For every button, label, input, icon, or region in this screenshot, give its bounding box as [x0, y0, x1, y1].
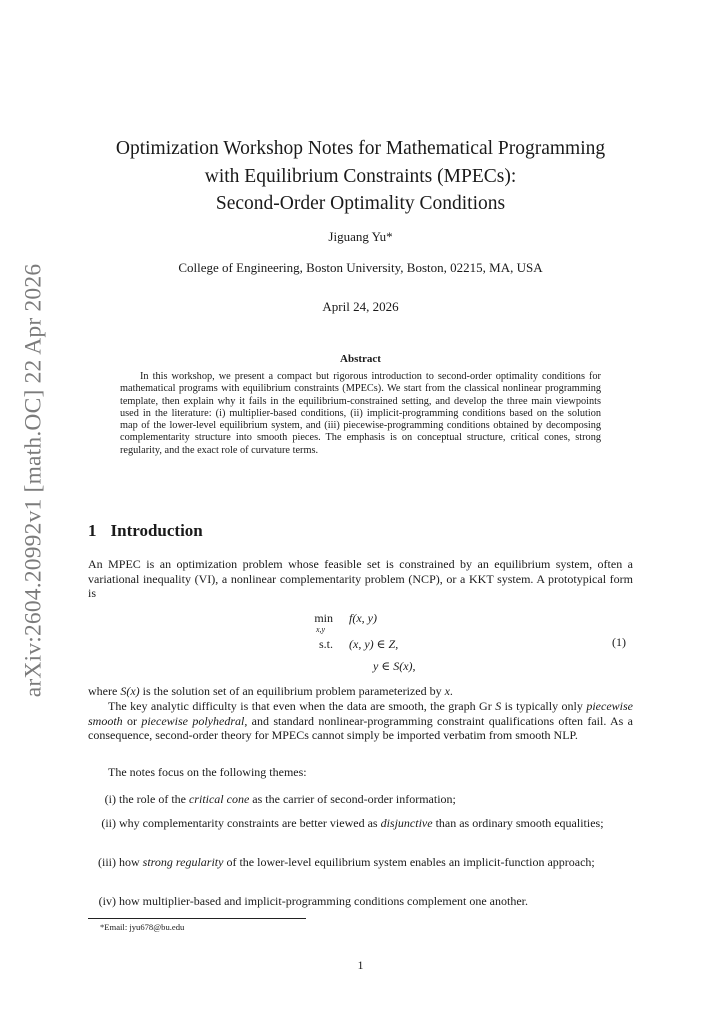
- list-item-label: (ii): [101, 816, 116, 830]
- affiliation: College of Engineering, Boston University, Boston, 02215, MA, USA: [178, 260, 543, 275]
- list-item-text: than as ordinary smooth equalities;: [432, 816, 604, 830]
- where-text-d: x: [444, 684, 450, 698]
- section-heading: [88, 521, 203, 541]
- where-text-b: S(x): [120, 684, 140, 698]
- constraint-1: (x, y) ∈ Z,: [349, 637, 399, 651]
- section-number: 1: [88, 521, 97, 540]
- list-item-text: the role of the: [119, 792, 189, 806]
- footnote-rule: [88, 918, 306, 919]
- list-item-label: (iv): [98, 894, 116, 908]
- para2-f: piecewise polyhedral: [141, 713, 245, 728]
- page-number: 1: [357, 958, 364, 972]
- paper-title: [88, 135, 633, 218]
- constraint-2: y ∈ S(x),: [373, 659, 416, 673]
- intro-paragraph: An MPEC is an optimization problem whose feasible set is constrained by an equilibrium system, often a variational inequality (VI), a nonlinear complementarity problem (NCP), or a KKT system. A prototypical form is: [88, 557, 633, 601]
- author: Jiguang Yu*: [328, 229, 393, 244]
- para2-g: , and standard nonlinear-programming constraint qualifications often fail. As a consequence, second-order theory for MPECs cannot simply be imported verbatim from smooth NLP.: [88, 713, 634, 743]
- para2-e: or: [122, 713, 142, 728]
- list-item-text: how: [119, 855, 143, 869]
- list-item-text: how multiplier-based and implicit-programming conditions complement one another.: [119, 894, 529, 908]
- where-paragraph: [88, 684, 633, 699]
- list-item-emphasis: strong regularity: [142, 855, 224, 869]
- para2-d: piecewise smooth: [88, 699, 633, 728]
- footnote: *Email: jyu678@bu.edu: [100, 922, 185, 932]
- subject-to-operator: s.t.: [318, 637, 333, 651]
- min-subscript: x,y: [316, 625, 326, 634]
- where-text-c: is the solution set of an equilibrium problem parameterized by: [139, 684, 445, 698]
- para2-c: is typically only: [501, 699, 587, 713]
- abstract-heading: Abstract: [340, 353, 381, 365]
- date: April 24, 2026: [322, 299, 399, 314]
- abstract-text: In this workshop, we present a compact but rigorous introduction to second-order optimality conditions for mathematical programs with equilibrium constraints (MPECs). We start from the classical nonlinear programming template, then explain why it fails in the equilibrium-constrained setting, and develop the three main viewpoints used in the literature: (i) multiplier-based conditions, (ii) implicit-programming conditions based on the solution map of the lower-level equilibrium system, and (iii) piecewise-programming conditions obtained by decomposing complementarity structure into smooth pieces. The emphasis is on conceptual structure, critical cones, strong regularity, and the exact role of curvature terms.: [120, 371, 601, 456]
- where-text-a: where: [88, 684, 121, 698]
- title-line-2: with Equilibrium Constraints (MPECs):: [204, 165, 517, 187]
- themes-intro: The notes focus on the following themes:: [108, 765, 307, 779]
- arxiv-identifier-stamp: [8, 263, 60, 697]
- equation-number: (1): [612, 635, 626, 649]
- objective: f(x, y): [349, 611, 377, 625]
- para2-a: The key analytic difficulty is that even when the data are smooth, the graph Gr: [108, 699, 496, 713]
- where-text-e: .: [449, 684, 453, 698]
- list-item-text: as the carrier of second-order information;: [249, 792, 456, 806]
- list-item-emphasis: critical cone: [188, 792, 250, 806]
- min-operator: min: [314, 611, 333, 625]
- difficulty-paragraph: [88, 699, 633, 743]
- title-line-1: Optimization Workshop Notes for Mathematical Programming: [115, 138, 606, 159]
- list-item-label: (i): [104, 792, 116, 806]
- list-item-text: why complementarity constraints are better viewed as: [119, 816, 381, 830]
- arxiv-identifier: arXiv:2604.20992v1 [math.OC] 22 Apr 2026: [20, 263, 47, 697]
- title-line-3: Second-Order Optimality Conditions: [215, 193, 506, 214]
- para2-b: S: [495, 699, 502, 713]
- section-title: Introduction: [110, 521, 203, 540]
- list-item-label: (iii): [98, 855, 116, 869]
- list-item-emphasis: disjunctive: [380, 816, 433, 830]
- list-item-text: of the lower-level equilibrium system enables an implicit-function approach;: [223, 855, 595, 869]
